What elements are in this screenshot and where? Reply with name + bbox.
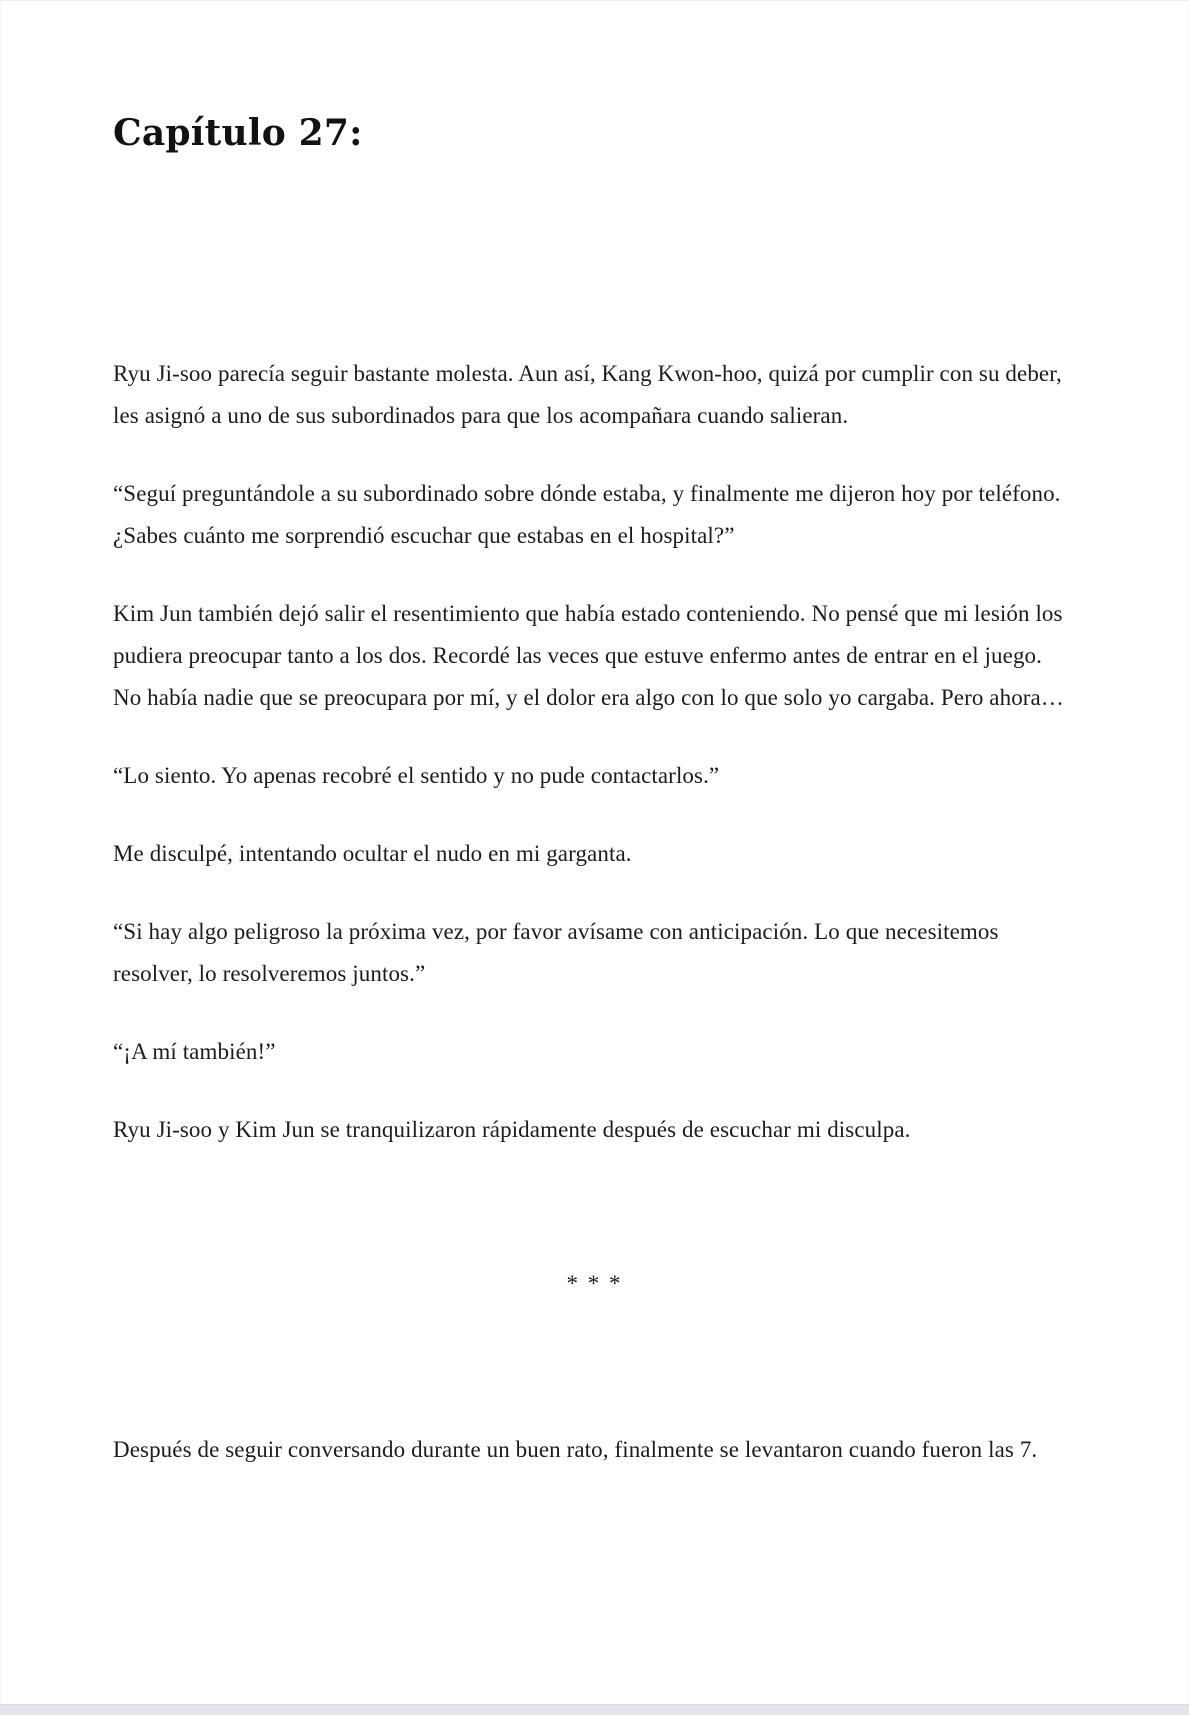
paragraph-dialogue: “Seguí preguntándole a su subordinado sobre dónde estaba, y finalmente me dijeron hoy por teléfono. ¿Sabes cuánto me sorprendió escuchar que estabas en el hospital?”	[113, 481, 1061, 548]
paragraph-dialogue: “Si hay algo peligroso la próxima vez, por favor avísame con anticipación. Lo que necesitemos resolver, lo resolveremos juntos.”	[113, 919, 999, 986]
scene-break-separator: * * *	[566, 1271, 623, 1296]
paragraph: Me disculpé, intentando ocultar el nudo en mi garganta.	[113, 841, 632, 866]
paragraph-dialogue: “Lo siento. Yo apenas recobré el sentido y no pude contactarlos.”	[113, 763, 720, 788]
paragraph: Después de seguir conversando durante un buen rato, finalmente se levantaron cuando fueron las 7.	[113, 1437, 1038, 1462]
paragraph: Kim Jun también dejó salir el resentimiento que había estado conteniendo. No pensé que mi lesión los pudiera preocupar tanto a los dos. Recordé las veces que estuve enfermo antes de entrar en el juego. No había nadie que se preocupara por mí, y el dolor era algo con lo que solo yo cargaba. Pero ahora…	[113, 601, 1064, 710]
chapter-title: Capítulo 27:	[113, 112, 363, 154]
page-bottom-bar	[0, 1704, 1189, 1715]
paragraph: Ryu Ji-soo y Kim Jun se tranquilizaron rápidamente después de escuchar mi disculpa.	[113, 1117, 911, 1142]
paragraph: Ryu Ji-soo parecía seguir bastante molesta. Aun así, Kang Kwon-hoo, quizá por cumplir con su deber, les asignó a uno de sus subordinados para que los acompañara cuando salieran.	[113, 361, 1062, 428]
paragraph-dialogue: “¡A mí también!”	[113, 1039, 276, 1064]
